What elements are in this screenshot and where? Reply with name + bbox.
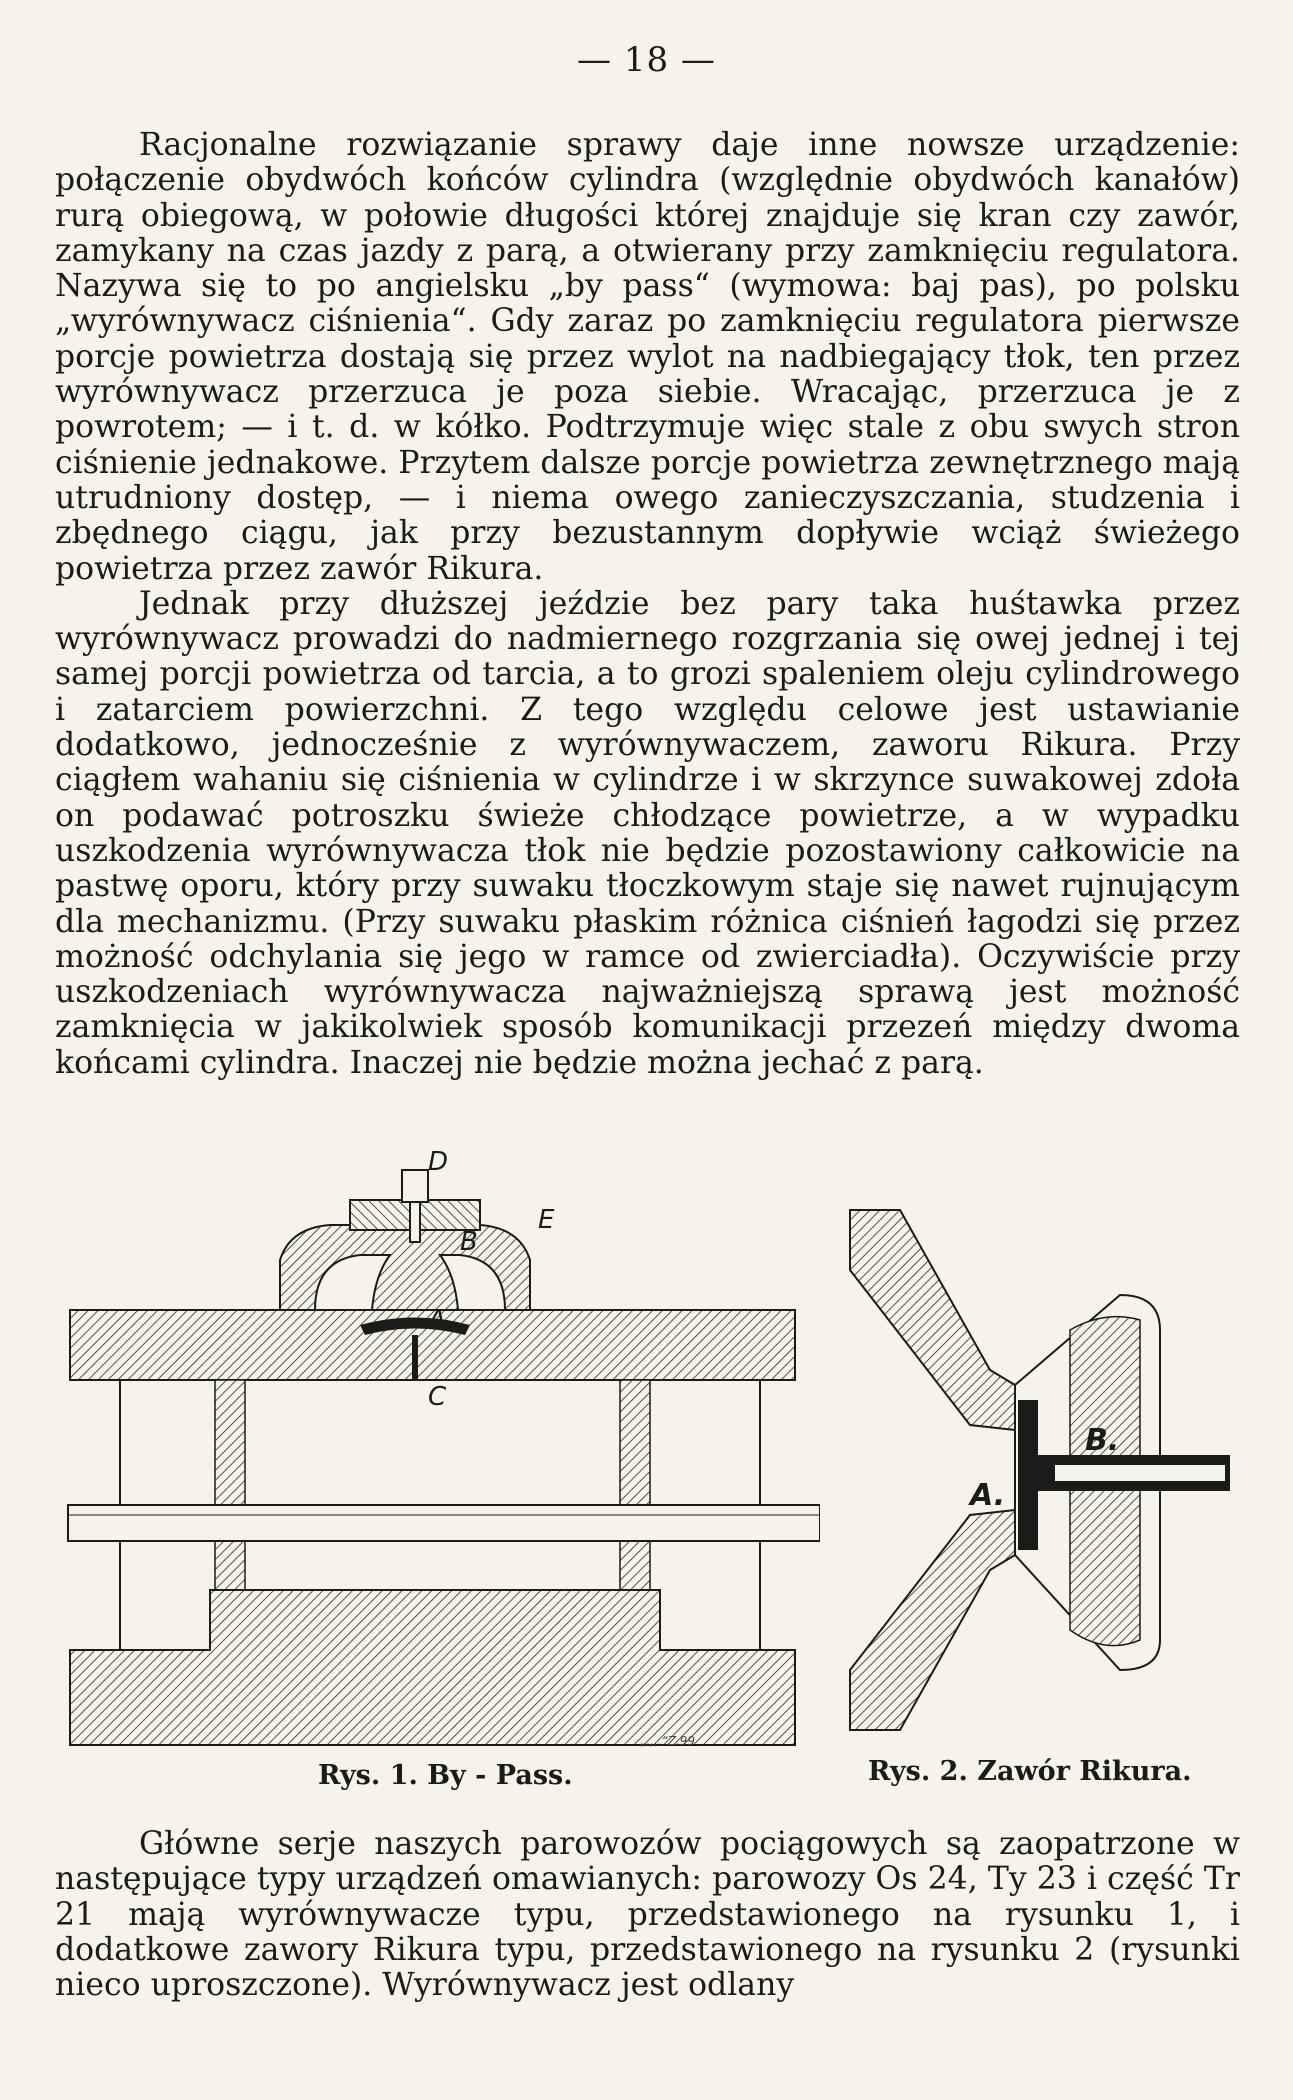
- piston-rod: [68, 1505, 820, 1541]
- bolt-head: [402, 1170, 428, 1202]
- label-e: E: [538, 1205, 555, 1235]
- label-a: A: [428, 1305, 446, 1335]
- valve-stem-c: [412, 1335, 418, 1385]
- paragraph-bypass-description: Racjonalne rozwiązanie sprawy daje inne nowsze urządzenie: połączenie obydwóch końców cylindra (względnie obydwóch kanałów) rurą obiegową, w połowie długości której znajduje się kran czy zawór, zamykany na czas jazdy z parą, a otwierany przy zamknięciu regulatora. Nazywa się to po angielsku „by pass“ (wymowa: baj pas), po polsku „wyrównywacz ciśnienia“. Gdy zaraz po zamknięciu regulatora pierwsze porcje powietrza dostają się przez wylot na nadbiegający tłok, ten przez wyrównywacz przerzuca je poza siebie. Wracając, przerzuca je z powrotem; — i t. d. w kółko. Podtrzymuje więc stale z obu swych stron ciśnienie jednakowe. Przytem dalsze porcje powietrza zewnętrznego mają utrudniony dostęp, — i niema owego zanieczyszczania, studzenia i zbędnego ciągu, jak przy bezustannym dopływie wciąż świeżego powietrza przez zawór Rikura.: [55, 127, 1240, 587]
- label-a: A.: [970, 1478, 1006, 1513]
- engraver-mark: „.,..“Z.99: [640, 1734, 695, 1748]
- figure-rikur-valve-drawing: [840, 1200, 1245, 1760]
- label-b: B.: [1085, 1423, 1120, 1458]
- paragraph-rikur-valve-reason: Jednak przy dłuższej jeździe bez pary taka huśtawka przez wyrównywacz prowadzi do nadmiernego rozgrzania się owej jednej i tej samej porcji powietrza od tarcia, a to grozi spaleniem oleju cylindrowego i zatarciem powierzchni. Z tego względu celowe jest ustawianie dodatkowo, jednocześnie z wyrównywaczem, zaworu Rikura. Przy ciągłem wahaniu się ciśnienia w cylindrze i w skrzynce suwakowej zdoła on podawać potroszku świeże chłodzące powietrze, a w wypadku uszkodzenia wyrównywacza tłok nie będzie pozostawiony całkowicie na pastwę oporu, który przy suwaku tłoczkowym staje się nawet rujnującym dla mechanizmu. (Przy suwaku płaskim różnica ciśnień łagodzi się przez możność odchylania się jego w ramce od zwierciadła). Oczywiście przy uszkodzeniach wyrównywacza najważniejszą sprawą jest możność zamknięcia w jakikolwiek sposób komunikacji przezeń między dwoma końcami cylindra. Inaczej nie będzie można jechać z parą.: [55, 585, 1240, 1081]
- paragraph-locomotive-series: Główne serje naszych parowozów pociągowych są zaopatrzone w następujące typy urządzeń omawianych: parowozy Os 24, Ty 23 i część Tr 21 mają wyrównywacze typu, przedstawionego na rysunku 1, i dodatkowe zawory Rikura typu, przedstawionego na rysunku 2 (rysunki nieco uproszczone). Wyrównywacz jest odlany: [55, 1826, 1240, 2004]
- upper-wall: [850, 1210, 1015, 1430]
- body-text-bottom: [55, 1827, 1240, 2003]
- bypass-svg: [60, 1150, 820, 1750]
- figure-bypass-drawing: [60, 1150, 820, 1750]
- valve-disc-a: [1018, 1400, 1038, 1550]
- spindle-bore: [1055, 1465, 1225, 1481]
- rikur-svg: [840, 1200, 1245, 1760]
- caption-figure-1: Rys. 1. By - Pass.: [318, 1760, 573, 1791]
- body-text-top: [55, 128, 1240, 1081]
- bolt-shank: [410, 1202, 420, 1242]
- label-c: C: [428, 1382, 447, 1412]
- caption-figure-2: Rys. 2. Zawór Rikura.: [868, 1756, 1192, 1787]
- page-number: — 18 —: [577, 40, 716, 80]
- label-b: B: [460, 1227, 478, 1257]
- label-d: D: [428, 1150, 449, 1177]
- lower-wall: [850, 1510, 1015, 1730]
